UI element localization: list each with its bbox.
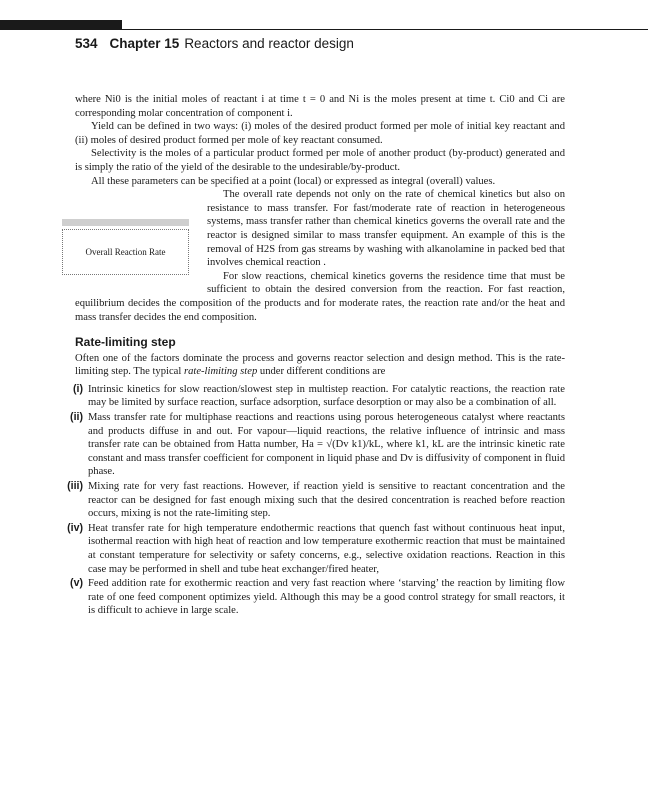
- header-rule: [122, 29, 648, 30]
- overall-reaction-rate-label-frame: [62, 229, 189, 275]
- paragraph-3: Selectivity is the moles of a particular product formed per mole of another product (by-product) generated and is simply the ratio of the yield of the desirable to the undesirable/by-product.: [75, 148, 565, 173]
- list-item: (iv) Heat transfer rate for high temperature endothermic reactions that quench fast without continuous heat input, isothermal reaction with high heat of reaction and low temperature exothermic reaction that must be maintained at constant temperature for selectivity or safety concerns, e.g., selective oxidation reactions. Reaction in this case may be performed in shell and tube heat exchanger/fired heater,: [67, 521, 565, 575]
- paragraph-4: All these parameters can be specified at a point (local) or expressed as integral (overall) values.: [91, 175, 496, 187]
- page-body: [67, 93, 565, 619]
- list-item: (ii) Mass transfer rate for multiphase reactions and reactions using porous heterogeneous catalyst where reactants and products diffuse in and out. For vapour—liquid reactions, the relative influence of intrinsic and mass transfer rate can be obtained from Hatta number, Ha = √(Dv k1)/kL, where k1, kL are the intrinsic kinetic rate constant and mass transfer coefficient for component in liquid phase and Dv is diffusivity of component in fluid phase.: [70, 411, 565, 478]
- header-bar: [0, 20, 122, 30]
- paragraph-6: For slow reactions, chemical kinetics governs the residence time that must be sufficient to obtain the desired conversion from the reaction. For fast reaction, equilibrium decides the composition of the products and for moderate rates, the reaction rate and/or the heat and mass transfer decides the end composition.: [75, 270, 565, 323]
- overall-reaction-rate-label: Overall Reaction Rate: [85, 247, 166, 257]
- section-heading: Rate-limiting step: [75, 335, 176, 350]
- rate-limiting-list: [67, 382, 565, 618]
- running-header: [75, 36, 354, 51]
- list-item: (iii) Mixing rate for very fast reactions. However, if reaction yield is sensitive to reactant concentration and the reactor can be designed for fast enough mixing such that the desired concentration is reached before reaction occurs, mixing is not the rate-limiting step.: [67, 480, 565, 520]
- overall-reaction-rate-box: [62, 219, 189, 273]
- list-item: (v) Feed addition rate for exothermic reaction and very fast reaction where ‘starving’ the reaction by limiting flow rate of one feed component optimizes yield. Although this may be a good control strategy for small reactors, it is difficult to achieve in large scale.: [70, 577, 565, 617]
- section-intro: Often one of the factors dominate the process and governs reactor selection and design method. This is the rate-limiting step. The typical rate-limiting step under different conditions are: [75, 352, 565, 378]
- chapter-title: Reactors and reactor design: [184, 36, 354, 51]
- section-intro-emphasis: rate-limiting step: [183, 366, 258, 378]
- list-item: (i) Intrinsic kinetics for slow reaction/slowest step in multistep reaction. For catalytic reactions, the reaction rate may be limited by surface reaction, surface adsorption, surface desorption or may also be a combination of all.: [73, 382, 565, 409]
- paragraph-1: where Ni0 is the initial moles of reactant i at time t = 0 and Ni is the moles present at time t. Ci0 and Ci are corresponding molar concentration of component i.: [75, 94, 565, 119]
- paragraph-2: Yield can be defined in two ways: (i) moles of the desired product formed per mole of initial key reactant and (ii) moles of desired product formed per mole of key reactant consumed.: [75, 121, 565, 146]
- chapter-label: Chapter 15: [109, 36, 180, 51]
- paragraph-5: The overall rate depends not only on the rate of chemical kinetics but also on resistance to mass transfer. For fast/moderate rate of reaction in heterogeneous systems, mass transfer rather than chemical kinetics governs the overall rate and the reactor is designed similar to mass transfer equipment. An example of this is the removal of H2S from gas streams by washing with alkanolamine in packed bed that involves chemical reaction .: [207, 189, 565, 269]
- page-number: 534: [75, 36, 98, 51]
